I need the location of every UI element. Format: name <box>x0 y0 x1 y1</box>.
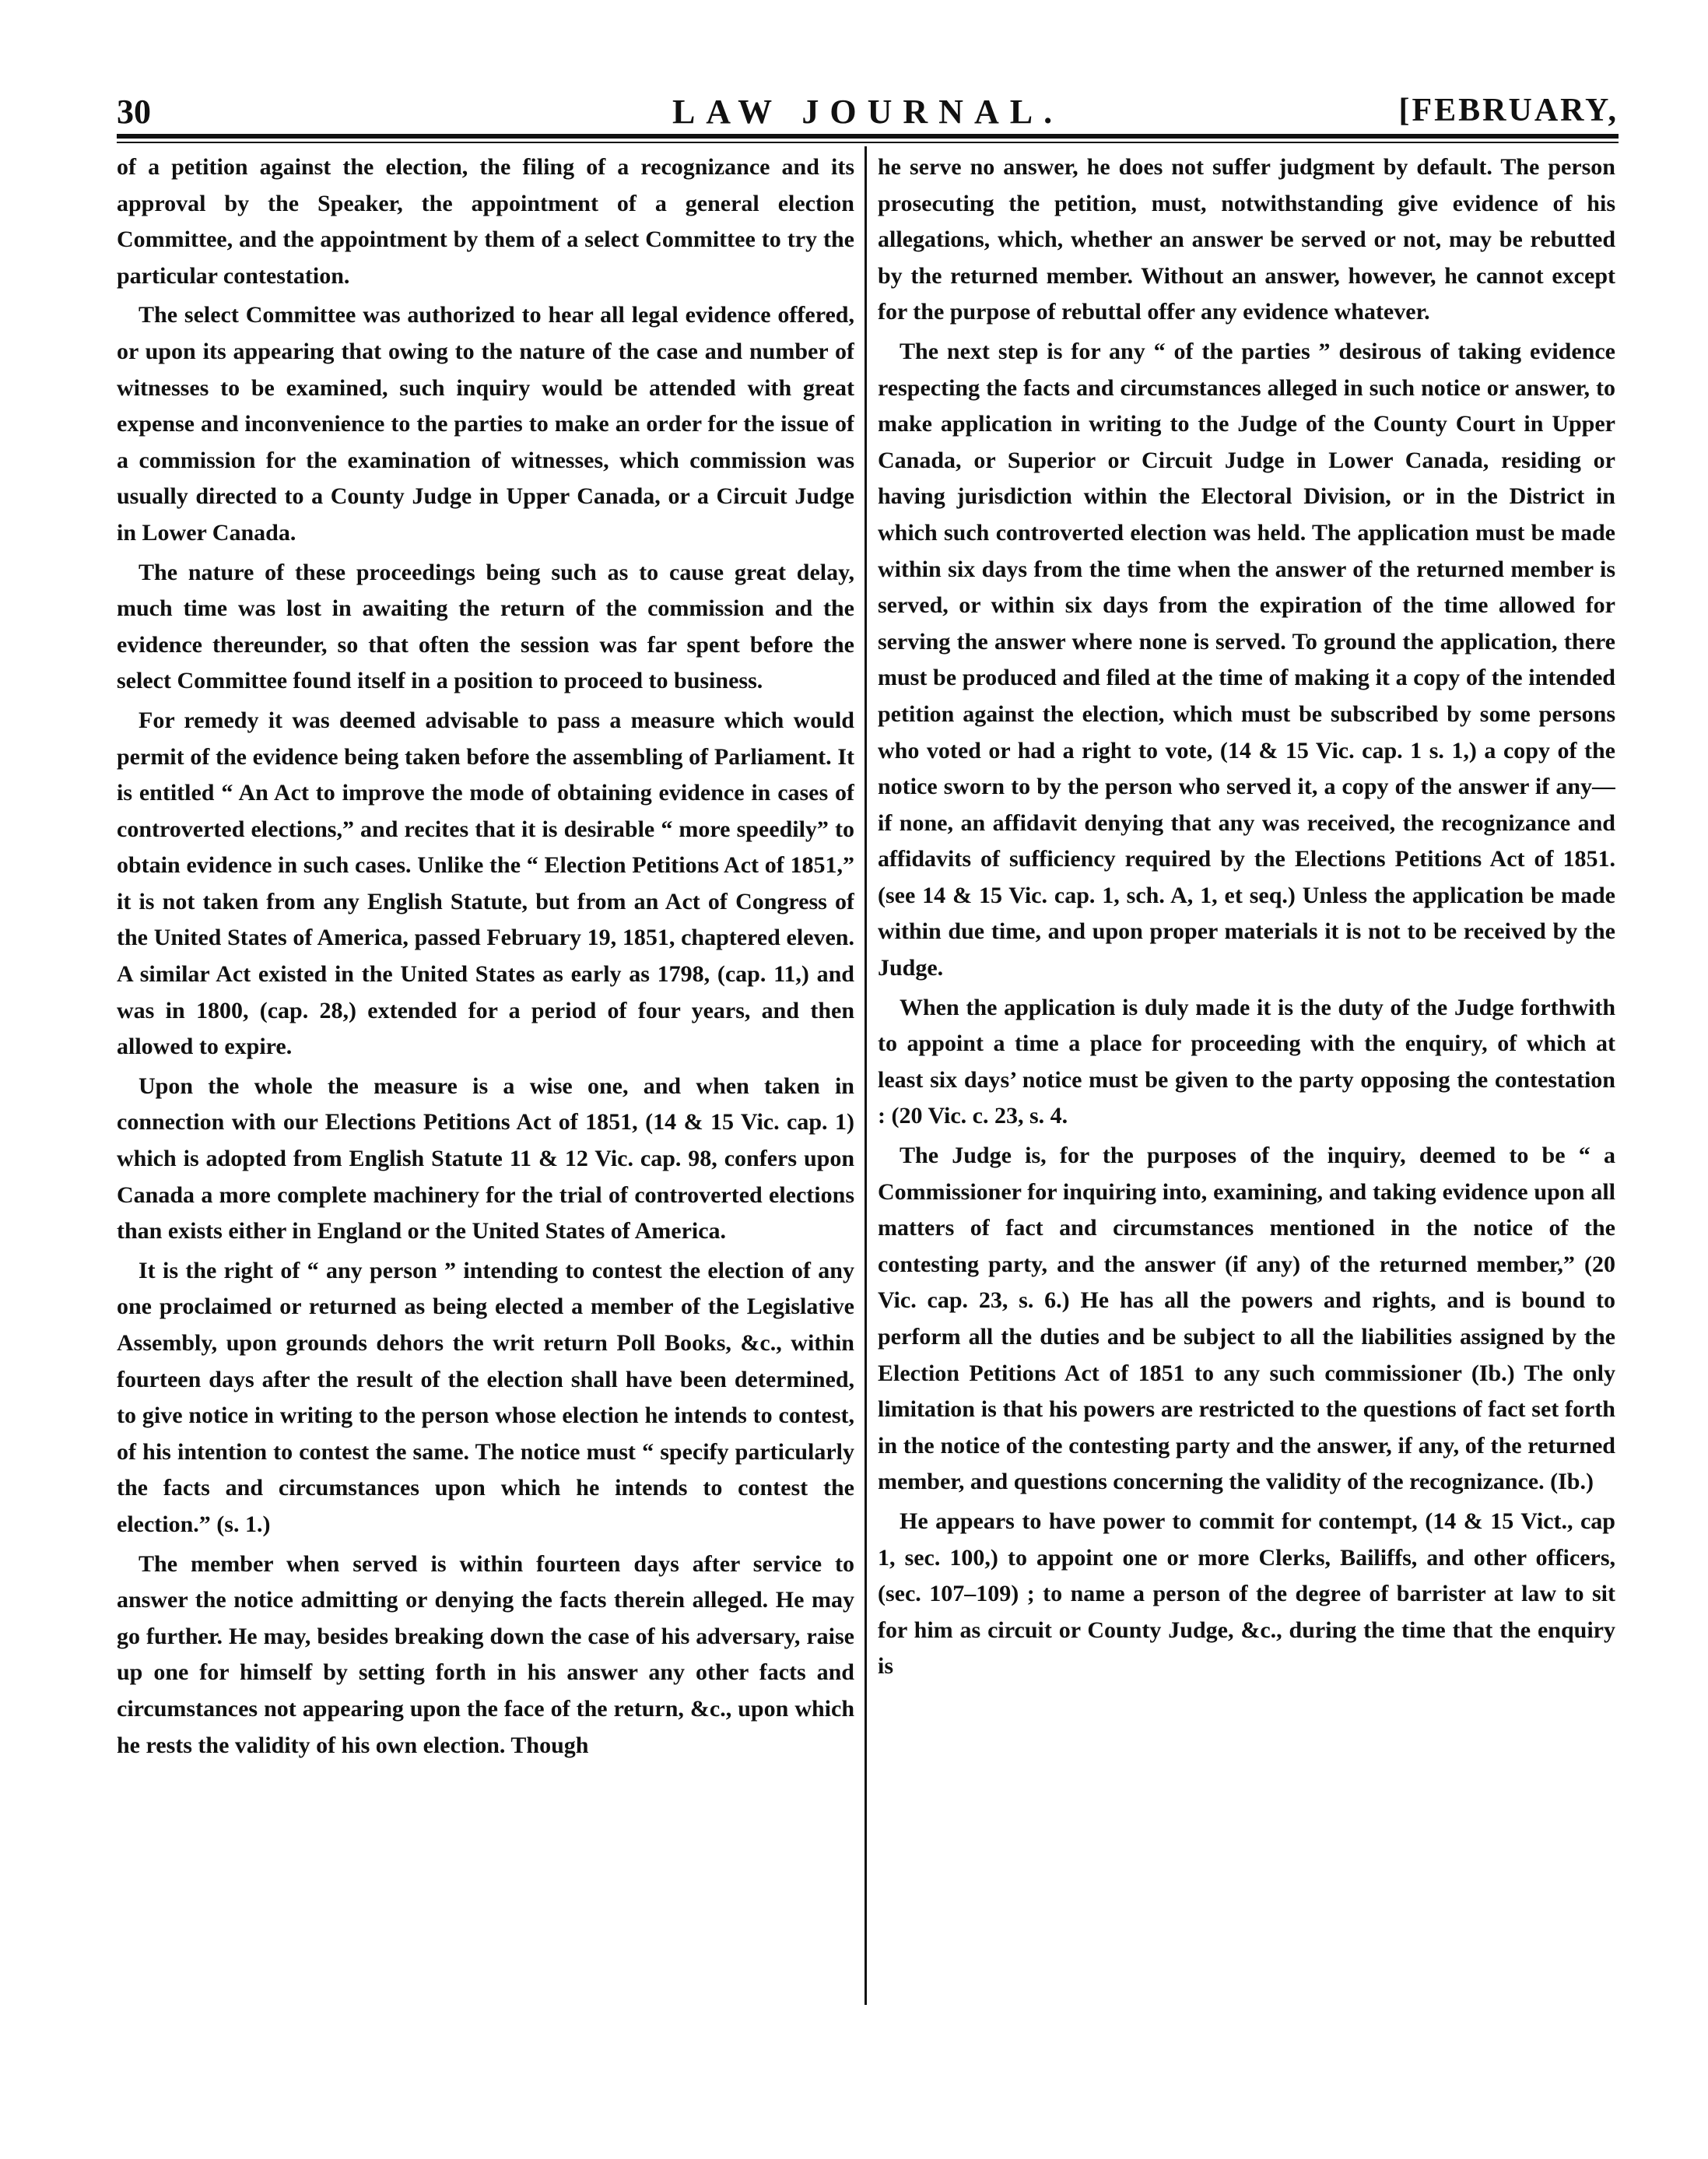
month-label: [FEBRUARY, <box>1398 93 1619 128</box>
paragraph: The nature of these proceedings being such as to cause great delay, much time was lost in awaiting the return of the commission and the evidence thereunder, so that often the session was far spent before the select Committee found itself in a position to proceed to business. <box>117 559 854 694</box>
header-rule-thin <box>117 142 1619 143</box>
left-column <box>117 149 854 2002</box>
paragraph: he serve no answer, he does not suffer judgment by default. The person prosecuting the petition, must, notwithstanding give evidence of his allegations, which, whether an answer be served or not, may be rebutted by the returned member. Without an answer, however, he cannot except for the purpose of rebuttal offer any evidence whatever. <box>878 154 1615 325</box>
paragraph: of a petition against the election, the filing of a recognizance and its approval by the Speaker, the appointment of a general election Committee, and the appointment by them of a select Committee to try the particular contestation. <box>117 154 854 289</box>
page-number: 30 <box>117 93 151 131</box>
paragraph: He appears to have power to commit for contempt, (14 & 15 Vict., cap 1, sec. 100,) to appoint one or more Clerks, Bailiffs, and other officers, (sec. 107–109) ; to name a person of the degree of barrister at law to sit for him as circuit or County Judge, &c., during the time that the enquiry is <box>878 1508 1615 1680</box>
paragraph: The select Committee was authorized to hear all legal evidence offered, or upon its appearing that owing to the nature of the case and number of witnesses to be examined, such inquiry would be attended with great expense and inconvenience to the parties to make an order for the issue of a commission for the examination of witnesses, which commission was usually directed to a County Judge in Upper Canada, or a Circuit Judge in Lower Canada. <box>117 302 854 546</box>
paragraph: The member when served is within fourteen days after service to answer the notice admitting or denying the facts therein alleged. He may go further. He may, besides breaking down the case of his adversary, raise up one for himself by setting forth in his answer any other facts and circumstances not appearing upon the face of the return, &c., upon which he rests the validity of his own election. Though <box>117 1550 854 1758</box>
paragraph: When the application is duly made it is the duty of the Judge forthwith to appoint a time a place for proceeding with the enquiry, of which at least six days’ notice must be given to the party opposing the contestation : (20 Vic. c. 23, s. 4. <box>878 994 1615 1129</box>
running-title: LAW JOURNAL. <box>672 93 1064 131</box>
page-header <box>117 92 1619 129</box>
paragraph: It is the right of “ any person ” intending to contest the election of any one proclaimed or returned as being elected a member of the Legislative Assembly, upon grounds dehors the writ return Poll Books, &c., within fourteen days after the result of the election shall have been determined, to give notice in writing to the person whose election he intends to contest, of his intention to contest the same. The notice must “ specify particularly the facts and circumstances upon which he intends to contest the election.” (s. 1.) <box>117 1257 854 1537</box>
right-column <box>878 149 1615 2002</box>
paragraph: The next step is for any “ of the parties ” desirous of taking evidence respecting the facts and circumstances alleged in such notice or answer, to make application in writing to the Judge of the County Court in Upper Canada, or Superior or Circuit Judge in Lower Canada, residing or having jurisdiction within the Electoral Division, or in the District in which such controverted election was held. The application must be made within six days from the time when the answer of the returned member is served, or within six days from the expiration of the time allowed for serving the answer where none is served. To ground the application, there must be produced and filed at the time of making it a copy of the intended petition against the election, which must be subscribed by some persons who voted or had a right to vote, (14 & 15 Vic. cap. 1 s. 1,) a copy of the notice sworn to by the person who served it, a copy of the answer if any—if none, an affidavit denying that any was received, the recognizance and affidavits of sufficiency required by the Elections Petitions Act of 1851. (see 14 & 15 Vic. cap. 1, sch. A, 1, et seq.) Unless the application be made within due time, and upon proper materials it is not to be received by the Judge. <box>878 338 1615 981</box>
paragraph: For remedy it was deemed advisable to pass a measure which would permit of the evidence being taken before the assembling of Parliament. It is entitled “ An Act to improve the mode of obtaining evidence in cases of controverted elections,” and recites that it is desirable “ more speedily” to obtain evidence in such cases. Unlike the “ Election Petitions Act of 1851,” it is not taken from any English Statute, but from an Act of Congress of the United States of America, passed February 19, 1851, chaptered eleven. A similar Act existed in the United States as early as 1798, (cap. 11,) and was in 1800, (cap. 28,) extended for a period of four years, and then allowed to expire. <box>117 707 854 1060</box>
header-rule <box>117 134 1619 139</box>
paragraph: The Judge is, for the purposes of the inquiry, deemed to be “ a Commissioner for inquiring into, examining, and taking evidence upon all matters of fact and circumstances mentioned in the notice of the contesting party, and the answer (if any) of the returned member,” (20 Vic. cap. 23, s. 6.) He has all the powers and rights, and is bound to perform all the duties and be subject to all the liabilities assigned by the Election Petitions Act of 1851 to any such commissioner (Ib.) The only limitation is that his powers are restricted to the questions of fact set forth in the notice of the contesting party and the answer, if any, of the returned member, and questions concerning the validity of the recognizance. (Ib.) <box>878 1143 1615 1495</box>
paragraph: Upon the whole the measure is a wise one, and when taken in connection with our Elections Petitions Act of 1851, (14 & 15 Vic. cap. 1) which is adopted from English Statute 11 & 12 Vic. cap. 98, confers upon Canada a more complete machinery for the trial of controverted elections than exists either in England or the United States of America. <box>117 1072 854 1244</box>
column-divider <box>865 146 867 2005</box>
